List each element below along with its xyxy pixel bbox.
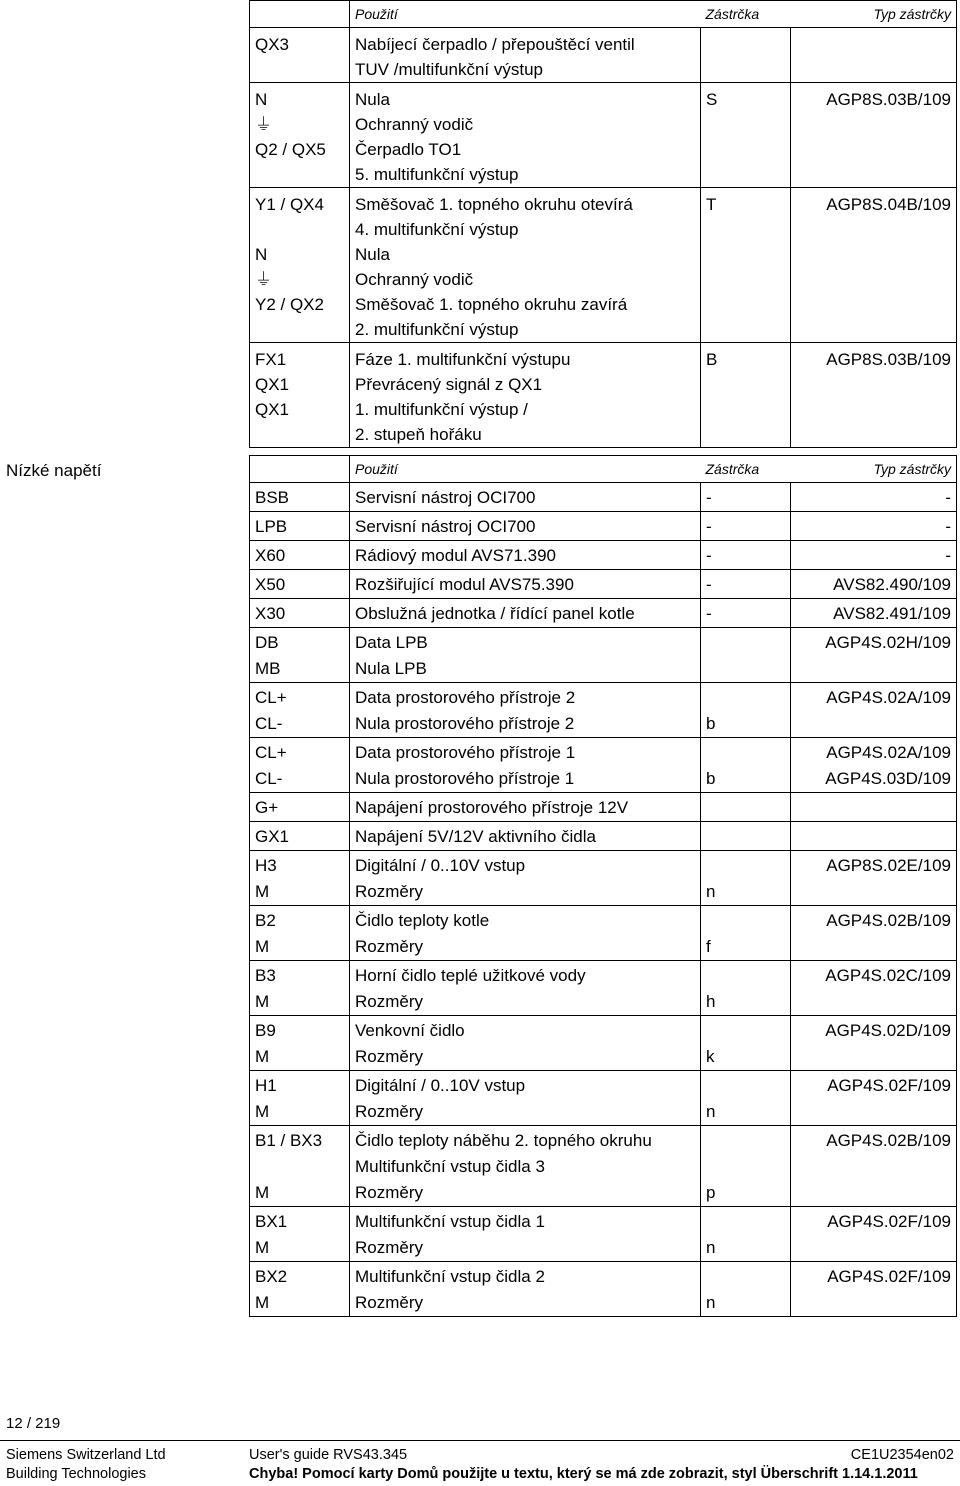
cell-usage: Rozměry (350, 879, 701, 906)
table-row (250, 934, 957, 961)
page-number: 12 / 219 (6, 1415, 61, 1432)
table-row (250, 628, 957, 657)
cell-connector-type (791, 822, 957, 851)
cell-usage: Digitální / 0..10V vstup (350, 851, 701, 880)
table-row (250, 906, 957, 935)
cell-connector: f (701, 934, 791, 961)
low-voltage-label: Nízké napětí (6, 461, 102, 480)
cell-pin: M (250, 1099, 350, 1126)
cell-connector-type (791, 267, 957, 292)
cell-usage: Rozměry (350, 1044, 701, 1071)
cell-usage: Multifunkční vstup čidla 3 (350, 1154, 701, 1180)
cell-pin: X50 (250, 570, 350, 599)
footer-doc-code: CE1U2354en02 (850, 1447, 954, 1463)
low-voltage-connections-table (249, 455, 957, 1317)
table-row (250, 217, 957, 242)
cell-connector (701, 656, 791, 683)
cell-pin: G+ (250, 793, 350, 822)
cell-connector (701, 683, 791, 712)
cell-usage: 2. multifunkční výstup (350, 317, 701, 343)
cell-connector-type (791, 422, 957, 448)
cell-usage: Fáze 1. multifunkční výstupu (350, 343, 701, 373)
cell-connector-type (791, 1044, 957, 1071)
footer-error-text: Chyba! Pomocí karty Domů použijte u textu, který se má zde zobrazit, styl Überschrift 1.14.1.2011 (249, 1466, 918, 1482)
table-row (250, 570, 957, 599)
cell-usage: Rozměry (350, 989, 701, 1016)
cell-connector (701, 1154, 791, 1180)
cell-usage: Rozšiřující modul AVS75.390 (350, 570, 701, 599)
table-row (250, 137, 957, 162)
cell-connector: B (701, 343, 791, 373)
cell-connector-type (791, 934, 957, 961)
cell-pin: H1 (250, 1071, 350, 1100)
cell-connector-type: AGP4S.02F/109 (791, 1071, 957, 1100)
cell-connector (701, 137, 791, 162)
cell-connector-type: AGP4S.02D/109 (791, 1016, 957, 1045)
cell-usage: Servisní nástroj OCI700 (350, 483, 701, 512)
cell-connector-type (791, 317, 957, 343)
table-row (250, 1016, 957, 1045)
table-row (250, 989, 957, 1016)
header-pin (250, 456, 350, 483)
cell-usage: Rozměry (350, 1290, 701, 1317)
cell-pin: GX1 (250, 822, 350, 851)
cell-connector (701, 1207, 791, 1236)
cell-usage: Čidlo teploty kotle (350, 906, 701, 935)
cell-usage: Nula prostorového přístroje 1 (350, 766, 701, 793)
cell-pin: X60 (250, 541, 350, 570)
cell-connector-type (791, 28, 957, 58)
table-row (250, 57, 957, 83)
cell-pin: B3 (250, 961, 350, 990)
cell-pin: M (250, 1044, 350, 1071)
table-row (250, 397, 957, 422)
cell-usage: TUV /multifunkční výstup (350, 57, 701, 83)
cell-pin: H3 (250, 851, 350, 880)
cell-pin: X30 (250, 599, 350, 628)
cell-pin: DB (250, 628, 350, 657)
cell-connector-type (791, 242, 957, 267)
cell-pin: CL- (250, 711, 350, 738)
cell-connector: n (701, 1290, 791, 1317)
table-row (250, 1207, 957, 1236)
cell-pin: N (250, 83, 350, 113)
cell-usage: Rozměry (350, 1235, 701, 1262)
cell-pin: Y1 / QX4 (250, 188, 350, 218)
header-connector: Zástrčka (701, 1, 791, 28)
cell-usage: Směšovač 1. topného okruhu otevírá (350, 188, 701, 218)
cell-usage: Data LPB (350, 628, 701, 657)
cell-connector-type: AVS82.491/109 (791, 599, 957, 628)
cell-connector-type (791, 793, 957, 822)
cell-connector (701, 217, 791, 242)
cell-connector: h (701, 989, 791, 1016)
table-row (250, 683, 957, 712)
cell-connector: k (701, 1044, 791, 1071)
cell-pin: B1 / BX3 (250, 1126, 350, 1155)
cell-connector: b (701, 711, 791, 738)
cell-connector-type: AGP8S.03B/109 (791, 83, 957, 113)
cell-connector: S (701, 83, 791, 113)
table-header-row (250, 456, 957, 483)
cell-connector-type (791, 162, 957, 188)
cell-connector (701, 162, 791, 188)
cell-connector (701, 397, 791, 422)
cell-pin (250, 57, 350, 83)
cell-pin (250, 1154, 350, 1180)
cell-connector: n (701, 1235, 791, 1262)
cell-connector: n (701, 879, 791, 906)
cell-connector-type (791, 879, 957, 906)
table-row (250, 483, 957, 512)
cell-connector (701, 1071, 791, 1100)
cell-usage: Multifunkční vstup čidla 1 (350, 1207, 701, 1236)
cell-usage: Rádiový modul AVS71.390 (350, 541, 701, 570)
cell-connector-type (791, 57, 957, 83)
cell-pin: M (250, 989, 350, 1016)
cell-connector: b (701, 766, 791, 793)
table-row (250, 1180, 957, 1207)
cell-connector: n (701, 1099, 791, 1126)
table-row (250, 1099, 957, 1126)
cell-connector-type (791, 989, 957, 1016)
cell-connector-type: AGP8S.04B/109 (791, 188, 957, 218)
cell-connector (701, 28, 791, 58)
table-row (250, 1262, 957, 1291)
cell-connector (701, 793, 791, 822)
cell-usage: Nabíjecí čerpadlo / přepouštěcí ventil (350, 28, 701, 58)
cell-connector-type: AGP4S.02H/109 (791, 628, 957, 657)
cell-usage: 4. multifunkční výstup (350, 217, 701, 242)
cell-usage: Obslužná jednotka / řídící panel kotle (350, 599, 701, 628)
header-connector-type: Typ zástrčky (791, 1, 957, 28)
cell-pin: BSB (250, 483, 350, 512)
table-row (250, 656, 957, 683)
cell-connector (701, 906, 791, 935)
cell-pin: QX3 (250, 28, 350, 58)
cell-usage: Digitální / 0..10V vstup (350, 1071, 701, 1100)
cell-usage: 2. stupeň hořáku (350, 422, 701, 448)
table-row (250, 372, 957, 397)
cell-connector (701, 112, 791, 137)
footer-guide: User's guide RVS43.345 (249, 1447, 408, 1463)
table-row (250, 541, 957, 570)
table-row (250, 1290, 957, 1317)
cell-connector (701, 372, 791, 397)
cell-connector (701, 1126, 791, 1155)
table-row (250, 112, 957, 137)
cell-pin: M (250, 1235, 350, 1262)
cell-connector (701, 292, 791, 317)
cell-pin: ⏚ (250, 267, 350, 292)
cell-pin (250, 162, 350, 188)
table-row (250, 83, 957, 113)
cell-usage: Rozměry (350, 934, 701, 961)
cell-usage: Čidlo teploty náběhu 2. topného okruhu (350, 1126, 701, 1155)
cell-connector (701, 738, 791, 767)
table-row (250, 188, 957, 218)
footer-company: Siemens Switzerland Ltd (6, 1447, 166, 1463)
cell-connector-type: - (791, 541, 957, 570)
table-header-row (250, 1, 957, 28)
cell-pin: QX1 (250, 397, 350, 422)
cell-connector-type: - (791, 483, 957, 512)
table-row (250, 1235, 957, 1262)
cell-usage: Nula LPB (350, 656, 701, 683)
cell-connector: p (701, 1180, 791, 1207)
cell-connector (701, 57, 791, 83)
cell-pin: LPB (250, 512, 350, 541)
cell-connector: - (701, 570, 791, 599)
cell-usage: Směšovač 1. topného okruhu zavírá (350, 292, 701, 317)
cell-connector-type: AGP8S.02E/109 (791, 851, 957, 880)
cell-connector (701, 822, 791, 851)
cell-connector: - (701, 483, 791, 512)
cell-connector-type: AGP4S.02F/109 (791, 1262, 957, 1291)
cell-usage: Multifunkční vstup čidla 2 (350, 1262, 701, 1291)
cell-connector (701, 851, 791, 880)
cell-connector (701, 267, 791, 292)
cell-connector (701, 242, 791, 267)
cell-pin: M (250, 1290, 350, 1317)
cell-usage: 1. multifunkční výstup / (350, 397, 701, 422)
cell-connector (701, 422, 791, 448)
cell-pin: Q2 / QX5 (250, 137, 350, 162)
cell-usage: Nula (350, 242, 701, 267)
cell-pin: BX2 (250, 1262, 350, 1291)
table-row (250, 1126, 957, 1155)
cell-connector-type (791, 656, 957, 683)
table-row (250, 793, 957, 822)
table-row (250, 1071, 957, 1100)
cell-usage: 5. multifunkční výstup (350, 162, 701, 188)
cell-connector (701, 628, 791, 657)
cell-connector-type (791, 1235, 957, 1262)
cell-pin: M (250, 879, 350, 906)
cell-pin (250, 317, 350, 343)
table-row (250, 162, 957, 188)
cell-usage: Data prostorového přístroje 1 (350, 738, 701, 767)
table-row (250, 292, 957, 317)
cell-connector-type: AGP4S.02B/109 (791, 1126, 957, 1155)
cell-pin: FX1 (250, 343, 350, 373)
cell-connector-type: - (791, 512, 957, 541)
cell-pin: BX1 (250, 1207, 350, 1236)
cell-usage: Napájení 5V/12V aktivního čidla (350, 822, 701, 851)
cell-usage: Převrácený signál z QX1 (350, 372, 701, 397)
cell-usage: Horní čidlo teplé užitkové vody (350, 961, 701, 990)
output-connections-table (249, 0, 957, 448)
header-usage: Použití (350, 1, 701, 28)
cell-pin: M (250, 1180, 350, 1207)
cell-connector (701, 1016, 791, 1045)
cell-connector-type (791, 112, 957, 137)
cell-usage: Nula prostorového přístroje 2 (350, 711, 701, 738)
cell-pin: ⏚ (250, 112, 350, 137)
cell-pin: M (250, 934, 350, 961)
header-usage: Použití (350, 456, 701, 483)
table-row (250, 711, 957, 738)
cell-pin: QX1 (250, 372, 350, 397)
table-row (250, 28, 957, 58)
cell-connector-type (791, 292, 957, 317)
cell-connector-type: AGP4S.02B/109 (791, 906, 957, 935)
cell-usage: Rozměry (350, 1099, 701, 1126)
header-pin (250, 1, 350, 28)
cell-connector-type (791, 711, 957, 738)
cell-connector-type: AGP4S.02A/109 (791, 738, 957, 767)
cell-pin (250, 422, 350, 448)
cell-connector: - (701, 512, 791, 541)
table-row (250, 822, 957, 851)
footer-division: Building Technologies (6, 1466, 147, 1482)
cell-pin: MB (250, 656, 350, 683)
cell-pin: B9 (250, 1016, 350, 1045)
cell-connector-type (791, 1154, 957, 1180)
cell-connector-type: AGP8S.03B/109 (791, 343, 957, 373)
cell-connector: T (701, 188, 791, 218)
cell-connector: - (701, 599, 791, 628)
header-connector-type: Typ zástrčky (791, 456, 957, 483)
cell-connector-type (791, 1180, 957, 1207)
cell-connector (701, 1262, 791, 1291)
cell-usage: Napájení prostorového přístroje 12V (350, 793, 701, 822)
cell-pin: CL+ (250, 683, 350, 712)
cell-connector-type (791, 1290, 957, 1317)
table-row (250, 879, 957, 906)
cell-pin: CL- (250, 766, 350, 793)
table-row (250, 317, 957, 343)
cell-connector-type (791, 137, 957, 162)
cell-connector-type: AGP4S.03D/109 (791, 766, 957, 793)
table-row (250, 422, 957, 448)
cell-connector (701, 961, 791, 990)
cell-usage: Servisní nástroj OCI700 (350, 512, 701, 541)
table-row (250, 343, 957, 373)
cell-connector-type: AGP4S.02C/109 (791, 961, 957, 990)
table-row (250, 766, 957, 793)
cell-pin: CL+ (250, 738, 350, 767)
table-row (250, 851, 957, 880)
table-row (250, 512, 957, 541)
table-row (250, 961, 957, 990)
cell-connector-type: AGP4S.02A/109 (791, 683, 957, 712)
cell-usage: Čerpadlo TO1 (350, 137, 701, 162)
cell-usage: Nula (350, 83, 701, 113)
header-connector: Zástrčka (701, 456, 791, 483)
cell-usage: Ochranný vodič (350, 267, 701, 292)
cell-pin: N (250, 242, 350, 267)
table-row (250, 242, 957, 267)
table-row (250, 1154, 957, 1180)
cell-connector-type: AVS82.490/109 (791, 570, 957, 599)
table-row (250, 1044, 957, 1071)
cell-connector-type (791, 397, 957, 422)
cell-usage: Data prostorového přístroje 2 (350, 683, 701, 712)
cell-connector-type (791, 1099, 957, 1126)
cell-usage: Ochranný vodič (350, 112, 701, 137)
footer-divider (0, 1440, 960, 1441)
table-row (250, 738, 957, 767)
cell-connector (701, 317, 791, 343)
cell-connector-type (791, 217, 957, 242)
cell-pin: B2 (250, 906, 350, 935)
cell-pin (250, 217, 350, 242)
cell-usage: Rozměry (350, 1180, 701, 1207)
table-row (250, 599, 957, 628)
cell-connector: - (701, 541, 791, 570)
cell-connector-type (791, 372, 957, 397)
table-row (250, 267, 957, 292)
cell-pin: Y2 / QX2 (250, 292, 350, 317)
cell-usage: Venkovní čidlo (350, 1016, 701, 1045)
cell-connector-type: AGP4S.02F/109 (791, 1207, 957, 1236)
